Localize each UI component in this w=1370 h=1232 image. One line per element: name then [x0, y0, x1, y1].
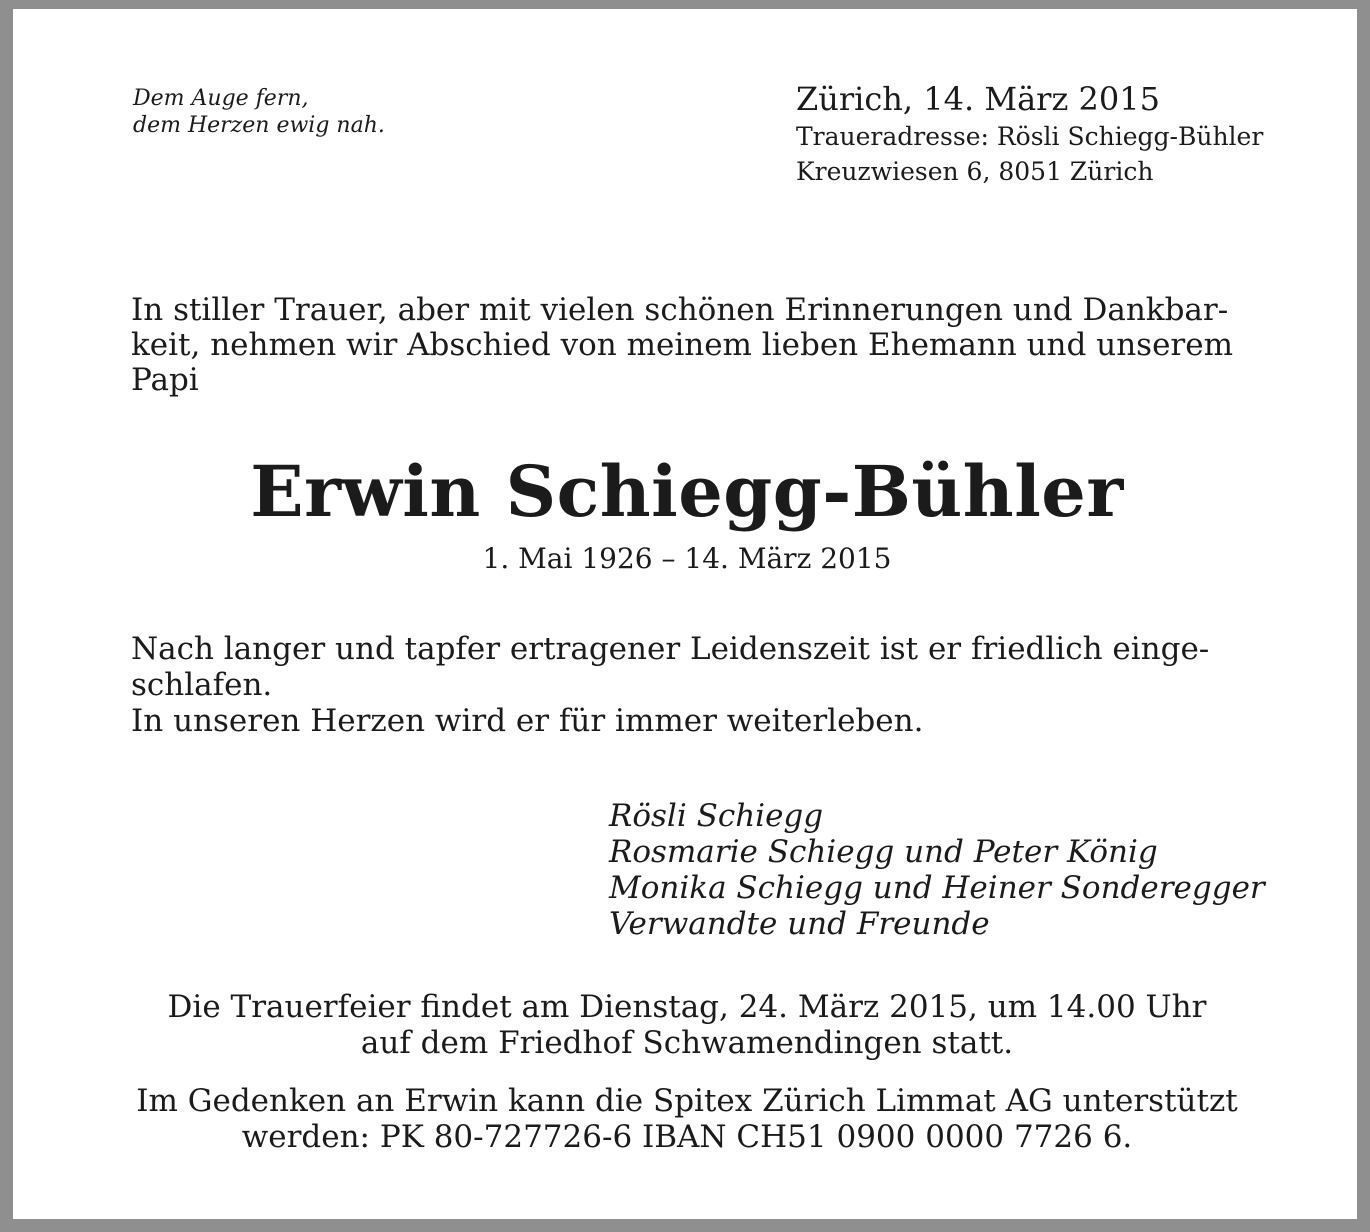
mourner-name: Rösli Schiegg [609, 798, 824, 834]
mourner-name: Monika Schiegg und Heiner Sonderegger [609, 870, 1265, 906]
intro-line: In stiller Trauer, aber mit vielen schönen Erinnerungen und Dankbar- [131, 292, 1229, 328]
mourner-name: Rosmarie Schiegg und Peter König [609, 834, 1158, 870]
body-line: schlafen. [131, 667, 273, 703]
donation-line: Im Gedenken an Erwin kann die Spitex Zürich Limmat AG unterstützt [136, 1083, 1238, 1119]
life-dates: 1. Mai 1926 – 14. März 2015 [482, 542, 892, 575]
ceremony-line: auf dem Friedhof Schwamendingen statt. [360, 1025, 1014, 1061]
body-line: In unseren Herzen wird er für immer weiterleben. [131, 703, 924, 739]
ceremony-line: Die Trauerfeier findet am Dienstag, 24. März 2015, um 14.00 Uhr [167, 989, 1207, 1025]
deceased-name: Erwin Schiegg-Bühler [250, 450, 1124, 533]
body-line: Nach langer und tapfer ertragener Leidenszeit ist er friedlich einge- [131, 631, 1210, 667]
place-date: Zürich, 14. März 2015 [796, 80, 1160, 118]
intro-line: keit, nehmen wir Abschied von meinem lieben Ehemann und unserem [131, 327, 1233, 363]
donation-line: werden: PK 80-727726-6 IBAN CH51 0900 0000 7726 6. [241, 1119, 1133, 1155]
mourning-address: Traueradresse: Rösli Schiegg-Bühler [796, 122, 1264, 151]
intro-paragraph [131, 293, 1243, 398]
funeral-announcement [13, 989, 1361, 1061]
intro-line: Papi [131, 362, 199, 398]
mourning-address-street: Kreuzwiesen 6, 8051 Zürich [796, 157, 1154, 186]
motto-line: dem Herzen ewig nah. [133, 113, 385, 138]
mourners-list [609, 798, 1265, 942]
body-paragraph [131, 631, 1243, 739]
header-address-block [796, 79, 1263, 189]
mourner-name: Verwandte und Freunde [609, 906, 990, 942]
motto-line: Dem Auge fern, [133, 86, 309, 111]
motto [133, 85, 385, 139]
donation-note [13, 1083, 1361, 1155]
